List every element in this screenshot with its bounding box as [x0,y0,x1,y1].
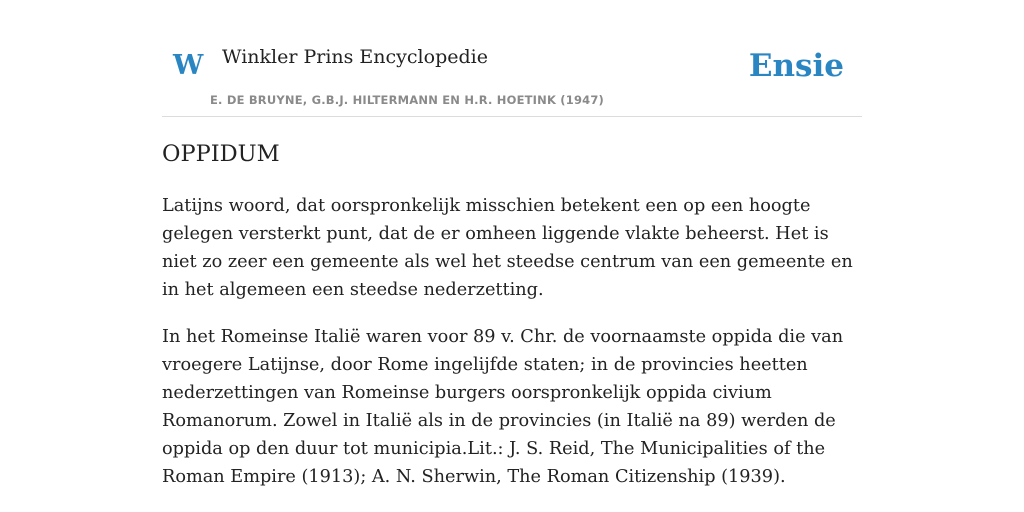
article-paragraph: Latijns woord, dat oorspronkelijk misschien betekent een op een hoogte gelegen versterkt punt, dat de er omheen liggende vlakte beheerst. Het is niet zo zeer een gemeente als wel het steedse centrum van een gemeente en in het algemeen een steedse nederzetting. [162,196,853,300]
book-title[interactable]: Winkler Prins Encyclopedie [222,46,488,68]
ensie-logo[interactable]: Ensie [748,48,844,84]
winkler-prins-logo-icon[interactable]: W [173,50,204,81]
book-authors: E. DE BRUYNE, G.B.J. HILTERMANN EN H.R. HOETINK (1947) [210,93,605,107]
article-paragraph: In het Romeinse Italië waren voor 89 v. Chr. de voornaamste oppida die van vroegere Latijnse, door Rome ingelijfde staten; in de provincies heetten nederzettingen van Romeinse burgers oorspronkelijk oppida civium Romanorum. Zowel in Italië als in de provincies (in Italië na 89) werden de oppida op den duur tot municipia.Lit.: J. S. Reid, The Municipalities of the Roman Empire (1913); A. N. Sherwin, The Roman Citizenship (1939). [162,327,844,487]
article-title: OPPIDUM [162,141,280,167]
article [162,141,862,510]
source-header [162,0,862,117]
